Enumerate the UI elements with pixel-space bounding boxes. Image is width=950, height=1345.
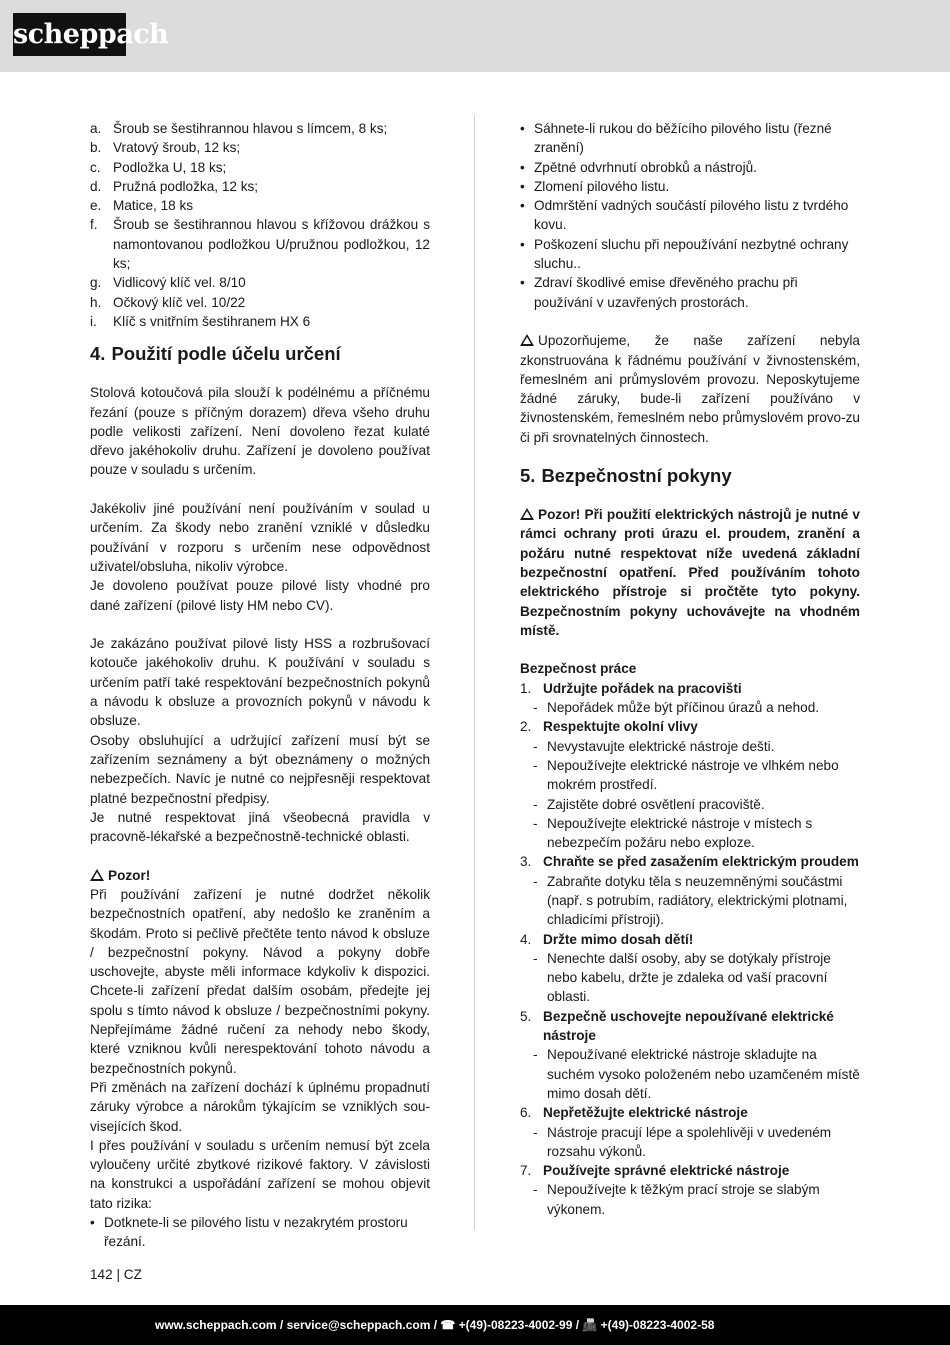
footer-contact: www.scheppach.com / service@scheppach.com / ☎ +(49)-08223-4002-99 / 📠 +(49)-08223-4002-58 [155, 1318, 715, 1332]
list-item: 5. Bezpečně uschovejte nepoužívané elektrické nástroje [520, 1008, 834, 1044]
paragraph: I přes používání v souladu s určením nemusí být zcela vyloučeny určité zbytkové rizikové faktory. V závislosti na konstrukci a uspořádání zařízení se mohou objevit tato rizika: [90, 1137, 430, 1211]
list-item: • Sáhnete-li rukou do běžícího pilového listu (řezné zranění) [520, 121, 832, 156]
paragraph: Je dovoleno používat pouze pilové listy vhodné pro dané zařízení (pilové listy HM nebo CV). [90, 578, 430, 613]
warning-icon [90, 869, 104, 881]
list-item: • Odmrštění vadných součástí pilového listu z tvrdého kovu. [520, 198, 849, 233]
list-item: • Zlomení pilového listu. [520, 177, 860, 196]
paragraph: Osoby obsluhující a udržující zařízení musí být se zařízením seznámeny a být obeznámeny o možných nebezpečích. Navíc je nutné co nejpřesněji respektovat platné bezpečnostní předpisy. [90, 732, 430, 806]
bullet-icon: • [520, 198, 525, 214]
list-item: - Nepořádek může být příčinou úrazů a nehod. [533, 700, 820, 716]
left-column [90, 119, 430, 1252]
list-item: e. Matice, 18 ks [90, 198, 194, 214]
bullet-icon: • [90, 1215, 95, 1231]
parts-list [90, 119, 430, 331]
paragraph: Je nutné respektovat jiná všeobecná pravidla v pracovně-lékařské a bezpečnostně-technické oblasti. [90, 809, 430, 845]
paragraph: Je zakázáno používat pilové listy HSS a rozbrušovací kotouče jakéhokoliv druhu. K používání v souladu s určením patří také respektování bezpečnostních pokynů a návodu k obsluze a provozních pokynů v návodu k obsluze. [90, 636, 430, 729]
list-item: 2. Respektujte okolní vlivy [520, 719, 698, 735]
list-item: - Nepoužívané elektrické nástroje skladujte na suchém vysoko položeném nebo uzamčeném místě mimo dosah dětí. [533, 1047, 860, 1101]
list-item: - Nepoužívejte elektrické nástroje v místech s nebezpečím požáru nebo exploze. [533, 815, 813, 851]
list-item: a. Šroub se šestihrannou hlavou s límcem, 8 ks; [90, 121, 388, 136]
list-item: - Nevystavujte elektrické nástroje dešti. [533, 738, 775, 754]
list-item: - Nenechte další osoby, aby se dotýkaly přístroje nebo kabelu, držte je zdaleka od vaší pracovní oblasti. [533, 950, 831, 1005]
warning-icon [520, 334, 534, 346]
bullet-icon: • [520, 178, 525, 194]
list-item: d. Pružná podložka, 12 ks; [90, 178, 259, 194]
list-item: i. Klíč s vnitřním šestihranem HX 6 [90, 313, 311, 329]
right-column [520, 119, 860, 1219]
list-item: 6. Nepřetěžujte elektrické nástroje [520, 1105, 748, 1121]
risk-list [520, 119, 860, 312]
list-item: - Zajistěte dobré osvětlení pracoviště. [533, 796, 765, 812]
list-item: - Nepoužívejte elektrické nástroje ve vlhkém nebo mokrém prostředí. [533, 757, 839, 793]
list-item: c. Podložka U, 18 ks; [90, 159, 227, 175]
warning-icon [520, 508, 534, 520]
page-header [0, 0, 950, 72]
list-item: - Nepoužívejte k těžkým prací stroje se slabým výkonem. [533, 1182, 820, 1217]
list-item: h. Očkový klíč vel. 10/22 [90, 294, 246, 310]
notice-paragraph: Upozorňujeme, že naše zařízení nebyla zkonstruována k řádnému používání v živnostenském, řemeslném ani průmyslovém provozu. Neposkytujeme žádné záruky, bude-li zařízení používáno v živnostenském, řemeslném nebo průmyslovém provo-zu či při srovnatelných činnostech. [520, 333, 860, 445]
list-item: 1. Udržujte pořádek na pracovišti [520, 680, 742, 696]
list-item: f. Šroub se šestihrannou hlavou s křížovou drážkou s namontovanou podložkou U/pružnou podložkou, 12 ks; [90, 217, 430, 272]
list-item: g. Vidlicový klíč vel. 8/10 [90, 275, 246, 291]
section-heading-5: 5. Bezpečnostní pokyny [520, 465, 732, 487]
paragraph: Jakékoliv jiné používání není používáním v soulad u určením. Za škody nebo zranění vzniklé v důsledku používání v rozporu s určením nese odpovědnost uživatel/obsluha, nikoliv výrobce. [90, 501, 430, 574]
list-item: 7. Používejte správné elektrické nástroje [520, 1163, 790, 1179]
brand-logo: scheppach [13, 13, 126, 56]
section-heading-4: 4. Použití podle účelu určení [90, 343, 341, 365]
list-item: • Zpětné odvrhnutí obrobků a nástrojů. [520, 158, 860, 177]
paragraph: Při používání zařízení je nutné dodržet několik bezpečnostních opatření, aby nedošlo ke zraněním a škodám. Proto si pečlivě přečtěte tento návod k obsluze / bezpečnostní pokyny. Návod a pokyny dobře uschovejte, abyste měli informace kdykoliv k dispozici. Chcete-li zařízení předat dalším osobám, předejte jej spolu s tímto návod k obsluze / bezpečnostními pokyny. Nepřejímáme žádné ručení za nehody nebo škody, které vzniknou kvůli nerespektování tohoto návodu a bezpečnostních pokynů. [90, 886, 430, 1076]
warning-paragraph: Pozor! Při použití elektrických nástrojů je nutné v rámci ochrany proti úrazu el. proudem, zranění a požáru nutné respektovat níže uvedená základní bezpečnostní opatření. Před používáním tohoto elektrického přístroje si pročtěte tyto pokyny. Bezpečnostním pokyny uchovávejte na vhodném místě. [520, 507, 860, 638]
list-item: • Zdraví škodlivé emise dřevěného prachu při používání v uzavřených prostorách. [520, 275, 798, 310]
column-divider [474, 115, 475, 1230]
paragraph: Stolová kotoučová pila slouží k podélnému a příčnému řezání (pouze s příčným dorazem) dřeva všeho druhu podle velikosti zařízení. Není dovoleno řezat kulaté dřevo jakéhokoliv druhu. Zařízení je dovoleno používat pouze v souladu s určením. [90, 385, 430, 478]
bullet-icon: • [520, 275, 525, 291]
attention-heading: Pozor! [90, 866, 430, 885]
list-item: • Poškození sluchu při nepoužívání nezbytné ochrany sluchu.. [520, 236, 849, 272]
safety-list [520, 679, 860, 1219]
bullet-icon: • [520, 236, 525, 252]
list-item: b. Vratový šroub, 12 ks; [90, 140, 241, 156]
page-number: 142 | CZ [90, 1267, 142, 1282]
list-item: • Dotknete-li se pilového listu v nezakrytém prostoru řezání. [90, 1215, 408, 1250]
bullet-icon: • [520, 159, 525, 175]
list-item: 4. Držte mimo dosah dětí! [520, 931, 694, 947]
subheading: Bezpečnost práce [520, 661, 637, 677]
list-item: - Zabraňte dotyku těla s neuzemněnými součástmi (např. s potrubím, radiátory, elektrickými plotnami, chladicími přístroji). [533, 873, 848, 928]
bullet-icon: • [520, 121, 525, 136]
list-item: 3. Chraňte se před zasažením elektrickým proudem [520, 854, 859, 870]
paragraph: Při změnách na zařízení dochází k úplnému propadnutí záruky výrobce a nárokům týkajícím se vzniklých sou-visejících škod. [90, 1079, 430, 1134]
list-item: - Nástroje pracují lépe a spolehlivěji v uvedeném rozsahu výkonů. [533, 1124, 832, 1159]
